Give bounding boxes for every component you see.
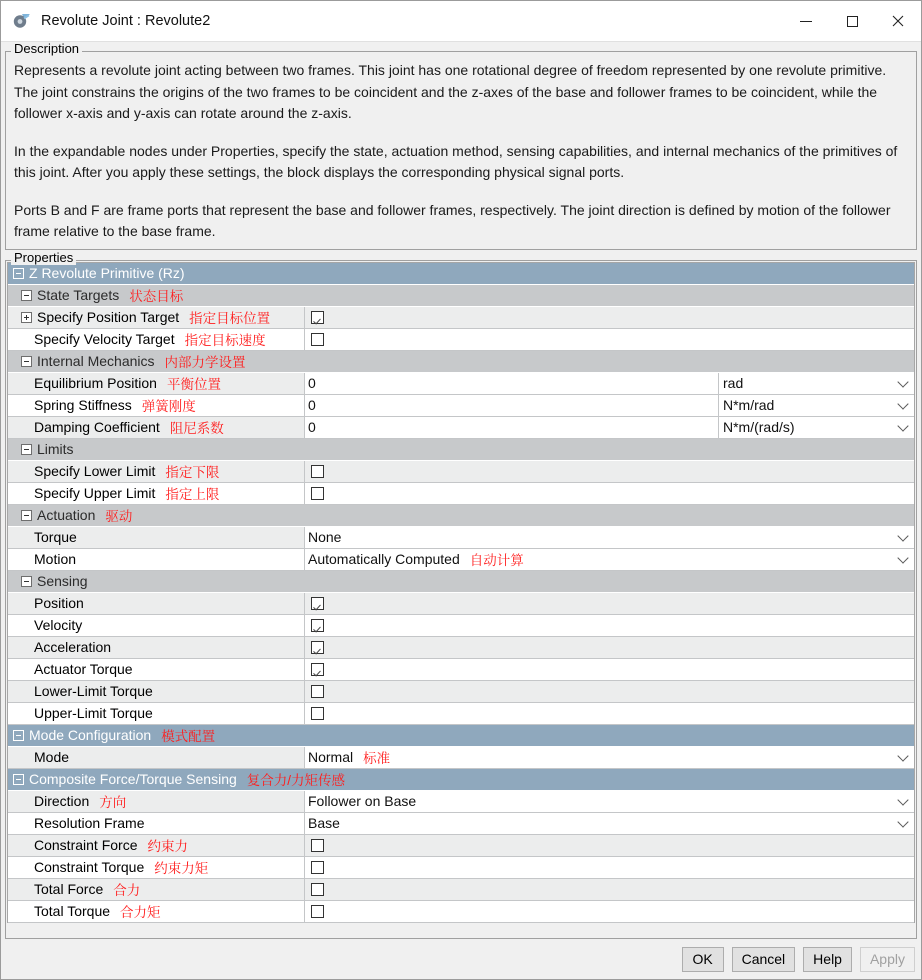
collapse-icon[interactable]	[21, 290, 32, 301]
property-name-cell	[8, 505, 523, 526]
checkbox-checked[interactable]	[311, 641, 324, 654]
close-icon	[892, 15, 904, 27]
property-row[interactable]	[8, 593, 914, 615]
checkbox-unchecked[interactable]	[311, 465, 324, 478]
window-controls	[783, 1, 921, 41]
property-name-cell	[8, 571, 501, 592]
collapse-icon[interactable]	[13, 268, 24, 279]
property-group-row[interactable]	[8, 351, 914, 373]
property-annotation: 指定下限	[165, 465, 220, 480]
property-name-cell	[8, 835, 304, 856]
property-row[interactable]	[8, 813, 914, 835]
property-name-cell	[8, 879, 304, 900]
value-annotation: 自动计算	[469, 553, 524, 568]
property-label: State Targets	[37, 287, 120, 303]
property-value-cell	[304, 637, 914, 658]
apply-button: Apply	[860, 947, 915, 972]
property-label: Acceleration	[34, 639, 112, 655]
property-annotation: 平衡位置	[166, 377, 221, 392]
unit-text: N*m/(rad/s)	[723, 419, 795, 435]
collapse-icon[interactable]	[21, 576, 32, 587]
property-group-row[interactable]	[8, 439, 914, 461]
chevron-down-icon[interactable]	[897, 750, 908, 761]
property-name-cell	[8, 659, 304, 680]
property-label: Torque	[34, 529, 77, 545]
checkbox-unchecked[interactable]	[311, 685, 324, 698]
property-value-cell	[304, 549, 914, 570]
value-text: None	[308, 529, 342, 545]
property-annotation: 复合力/力矩传感	[246, 773, 346, 788]
property-label: Specify Position Target	[37, 309, 180, 325]
value-text: 0	[308, 397, 316, 413]
property-label: Constraint Force	[34, 837, 138, 853]
chevron-down-icon[interactable]	[897, 376, 908, 387]
property-annotation: 约束力矩	[154, 861, 209, 876]
value-text: Follower on Base	[308, 793, 417, 809]
property-row[interactable]	[8, 483, 914, 505]
property-value-cell	[304, 813, 914, 834]
unit-dropdown[interactable]	[718, 373, 914, 394]
cancel-button[interactable]: Cancel	[732, 947, 796, 972]
property-label: Internal Mechanics	[37, 353, 155, 369]
property-annotation: 驱动	[105, 509, 133, 524]
help-button[interactable]: Help	[803, 947, 852, 972]
properties-group	[5, 249, 917, 940]
property-value-cell	[304, 395, 914, 416]
property-name-cell	[8, 857, 304, 878]
collapse-icon[interactable]	[21, 356, 32, 367]
property-name-cell	[8, 703, 304, 724]
value-text: Base	[308, 815, 340, 831]
checkbox-checked[interactable]	[311, 311, 324, 324]
property-name-cell	[8, 593, 304, 614]
property-label: Limits	[37, 441, 74, 457]
description-group	[5, 41, 917, 250]
property-name-cell	[8, 373, 304, 394]
property-name-cell	[8, 747, 304, 768]
description-paragraph-1: Represents a revolute joint acting between two frames. This joint has one rotational degree of freedom represented by one revolute primitive. The joint constrains the origins of the two frames to be coincident and the z-axes of the base and follower frames to be coincident, while the follower x-axis and y-axis can rotate around the z-axis.	[14, 62, 887, 121]
property-group-row[interactable]	[8, 505, 914, 527]
property-row[interactable]	[8, 637, 914, 659]
dialog-content	[1, 42, 921, 939]
property-row[interactable]	[8, 681, 914, 703]
property-value-cell	[304, 461, 914, 482]
property-annotation: 弹簧刚度	[141, 399, 196, 414]
checkbox-checked[interactable]	[311, 619, 324, 632]
value-text: 0	[308, 375, 316, 391]
property-row[interactable]	[8, 857, 914, 879]
property-group-filler	[501, 571, 914, 592]
value-dropdown[interactable]	[305, 527, 914, 548]
property-annotation: 模式配置	[161, 729, 216, 744]
property-name-cell	[8, 725, 565, 746]
property-value-cell	[304, 483, 914, 504]
value-text: 0	[308, 419, 316, 435]
property-value-cell	[304, 373, 914, 394]
value-dropdown[interactable]	[305, 791, 914, 812]
property-label: Upper-Limit Torque	[34, 705, 153, 721]
value-text: Automatically Computed	[308, 551, 460, 567]
property-value-cell	[304, 879, 914, 900]
property-label: Composite Force/Torque Sensing	[29, 771, 237, 787]
property-value-cell	[304, 703, 914, 724]
checkbox-checked[interactable]	[311, 663, 324, 676]
property-annotation: 阻尼系数	[169, 421, 224, 436]
checkbox-unchecked[interactable]	[311, 333, 324, 346]
checkbox-unchecked[interactable]	[311, 861, 324, 874]
property-label: Motion	[34, 551, 77, 567]
properties-legend: Properties	[11, 251, 76, 265]
property-label: Equilibrium Position	[34, 375, 157, 391]
property-name-cell	[8, 637, 304, 658]
property-annotation: 约束力	[147, 839, 188, 854]
description-paragraph-3: Ports B and F are frame ports that represent the base and follower frames, respectively. The joint direction is defined by motion of the follower frame relative to the base frame.	[14, 201, 891, 239]
property-label: Total Force	[34, 881, 104, 897]
minimize-button[interactable]	[783, 1, 829, 41]
property-label: Total Torque	[34, 903, 111, 919]
description-legend: Description	[11, 42, 82, 56]
property-label: Mode Configuration	[29, 727, 152, 743]
property-name-cell	[8, 307, 304, 328]
property-value-cell	[304, 615, 914, 636]
property-name-cell	[8, 263, 549, 284]
property-annotation: 合力矩	[120, 905, 161, 920]
property-name-cell	[8, 395, 304, 416]
close-button[interactable]	[875, 1, 921, 41]
maximize-icon	[847, 16, 858, 27]
value-annotation: 标准	[363, 751, 391, 766]
property-label: Spring Stiffness	[34, 397, 132, 413]
unit-dropdown[interactable]	[718, 395, 914, 416]
property-value-cell	[304, 417, 914, 438]
property-label: Constraint Torque	[34, 859, 145, 875]
property-row[interactable]	[8, 791, 914, 813]
property-group-row[interactable]	[8, 571, 914, 593]
property-row[interactable]	[8, 901, 914, 923]
property-name-cell	[8, 769, 630, 790]
property-row[interactable]	[8, 835, 914, 857]
checkbox-unchecked[interactable]	[311, 905, 324, 918]
property-row[interactable]	[8, 879, 914, 901]
ok-button[interactable]: OK	[682, 947, 724, 972]
value-input[interactable]	[305, 417, 718, 438]
unit-text: rad	[723, 375, 744, 391]
property-label: Actuator Torque	[34, 661, 133, 677]
chevron-down-icon[interactable]	[897, 816, 908, 827]
property-label: Direction	[34, 793, 90, 809]
property-value-cell	[304, 681, 914, 702]
collapse-icon[interactable]	[21, 444, 32, 455]
property-value-cell	[304, 527, 914, 548]
value-input[interactable]	[305, 395, 718, 416]
property-label: Z Revolute Primitive (Rz)	[29, 265, 185, 281]
property-name-cell	[8, 417, 304, 438]
value-dropdown[interactable]	[305, 549, 914, 570]
revolute-joint-icon	[9, 8, 35, 34]
description-paragraph-2: In the expandable nodes under Properties, specify the state, actuation method, sensing capabilities, and internal mechanics of the primitives of this joint. After you apply these settings, the block displays the corresponding physical signal ports.	[14, 142, 898, 180]
property-group-filler	[630, 769, 914, 790]
chevron-down-icon[interactable]	[897, 530, 908, 541]
property-row[interactable]	[8, 329, 914, 351]
property-name-cell	[8, 483, 304, 504]
minimize-icon	[800, 21, 812, 22]
property-annotation: 内部力学设置	[164, 355, 246, 370]
checkbox-unchecked[interactable]	[311, 487, 324, 500]
property-label: Damping Coefficient	[34, 419, 160, 435]
dialog-footer	[1, 939, 921, 979]
property-name-cell	[8, 439, 494, 460]
property-value-cell	[304, 901, 914, 922]
property-annotation: 指定上限	[165, 487, 220, 502]
property-value-cell	[304, 659, 914, 680]
property-value-cell	[304, 857, 914, 878]
property-row[interactable]	[8, 527, 914, 549]
property-label: Specify Upper Limit	[34, 485, 156, 501]
property-row[interactable]	[8, 747, 914, 769]
property-label: Actuation	[37, 507, 96, 523]
window-title: Revolute Joint : Revolute2	[41, 13, 211, 29]
unit-dropdown[interactable]	[718, 417, 914, 438]
property-group-filler	[565, 725, 914, 746]
expand-icon[interactable]	[21, 312, 32, 323]
chevron-down-icon[interactable]	[897, 398, 908, 409]
chevron-down-icon[interactable]	[897, 420, 908, 431]
property-row[interactable]	[8, 307, 914, 329]
property-name-cell	[8, 813, 304, 834]
properties-tree[interactable]	[7, 262, 915, 923]
property-group-filler	[523, 505, 914, 526]
property-group-filler	[549, 285, 914, 306]
property-value-cell	[304, 307, 914, 328]
property-name-cell	[8, 351, 580, 372]
property-name-cell	[8, 791, 304, 812]
property-label: Resolution Frame	[34, 815, 145, 831]
description-body	[5, 51, 917, 250]
checkbox-unchecked[interactable]	[311, 883, 324, 896]
property-label: Specify Lower Limit	[34, 463, 156, 479]
property-annotation: 状态目标	[129, 289, 184, 304]
property-name-cell	[8, 461, 304, 482]
property-group-filler	[580, 351, 914, 372]
chevron-down-icon[interactable]	[897, 552, 908, 563]
property-value-cell	[304, 329, 914, 350]
property-label: Specify Velocity Target	[34, 331, 175, 347]
property-group-filler	[549, 263, 914, 284]
collapse-icon[interactable]	[13, 774, 24, 785]
property-row[interactable]	[8, 373, 914, 395]
property-name-cell	[8, 901, 304, 922]
property-group-row[interactable]	[8, 725, 914, 747]
property-group-row[interactable]	[8, 769, 914, 791]
property-annotation: 指定目标位置	[189, 311, 271, 326]
checkbox-unchecked[interactable]	[311, 707, 324, 720]
property-group-row[interactable]	[8, 263, 914, 285]
checkbox-checked[interactable]	[311, 597, 324, 610]
property-row[interactable]	[8, 395, 914, 417]
checkbox-unchecked[interactable]	[311, 839, 324, 852]
unit-text: N*m/rad	[723, 397, 775, 413]
property-annotation: 方向	[99, 795, 127, 810]
value-dropdown[interactable]	[305, 813, 914, 834]
properties-body	[5, 260, 917, 940]
property-name-cell	[8, 549, 304, 570]
value-text: Normal	[308, 749, 354, 765]
maximize-button[interactable]	[829, 1, 875, 41]
property-name-cell	[8, 329, 304, 350]
property-label: Sensing	[37, 573, 88, 589]
value-input[interactable]	[305, 373, 718, 394]
collapse-icon[interactable]	[21, 510, 32, 521]
property-row[interactable]	[8, 549, 914, 571]
property-label: Position	[34, 595, 84, 611]
property-annotation: 指定目标速度	[184, 333, 266, 348]
property-row[interactable]	[8, 417, 914, 439]
property-name-cell	[8, 615, 304, 636]
property-name-cell	[8, 285, 549, 306]
property-group-filler	[494, 439, 914, 460]
property-row[interactable]	[8, 461, 914, 483]
property-label: Lower-Limit Torque	[34, 683, 153, 699]
property-row[interactable]	[8, 703, 914, 725]
value-dropdown[interactable]	[305, 747, 914, 768]
property-group-row[interactable]	[8, 285, 914, 307]
title-bar	[1, 1, 921, 42]
property-value-cell	[304, 747, 914, 768]
property-name-cell	[8, 681, 304, 702]
property-name-cell	[8, 527, 304, 548]
property-row[interactable]	[8, 615, 914, 637]
property-label: Mode	[34, 749, 70, 765]
property-annotation: 合力	[113, 883, 141, 898]
property-row[interactable]	[8, 659, 914, 681]
property-label: Velocity	[34, 617, 83, 633]
collapse-icon[interactable]	[13, 730, 24, 741]
chevron-down-icon[interactable]	[897, 794, 908, 805]
property-value-cell	[304, 835, 914, 856]
property-value-cell	[304, 593, 914, 614]
property-value-cell	[304, 791, 914, 812]
